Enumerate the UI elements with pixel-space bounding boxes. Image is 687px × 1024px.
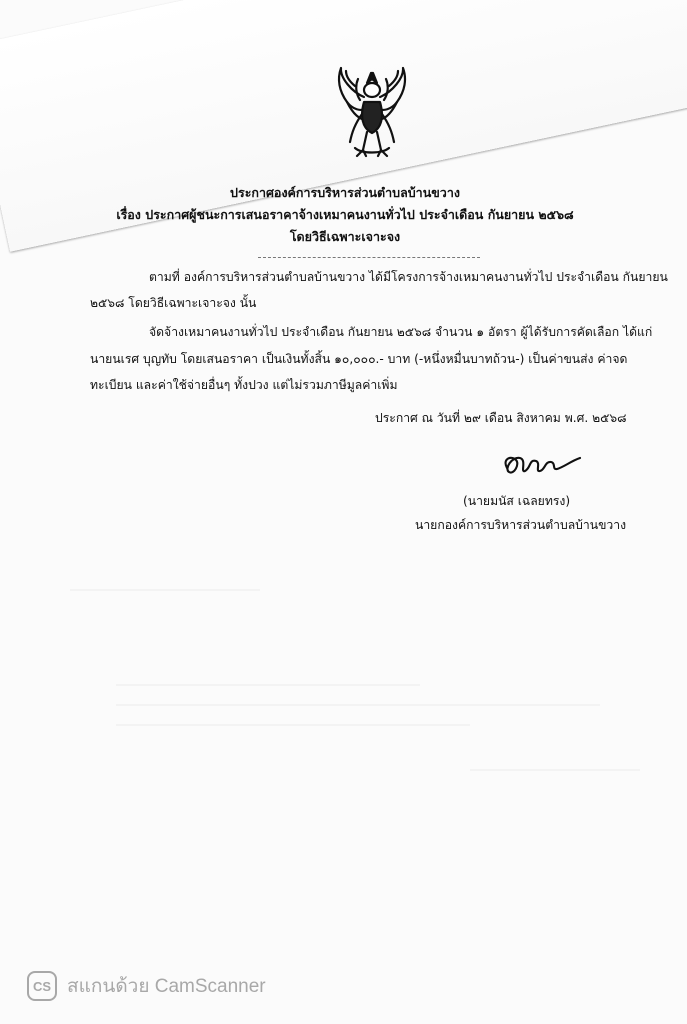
handwritten-signature-icon [500,447,582,481]
announcement-date: ประกาศ ณ วันที่ ๒๙ เดือน สิงหาคม พ.ศ. ๒๕๖๘ [375,411,627,425]
paragraph-1-line-2: ๒๕๖๘ โดยวิธีเฉพาะเจาะจง นั้น [90,296,257,310]
paragraph-2-line-2: นายนเรศ บุญทับ โดยเสนอราคา เป็นเงินทั้งสิ้น ๑๐,๐๐๐.- บาท (-หนึ่งหมื่นบาทถ้วน-) เป็นค่าขนส่ง ค่าจด [90,352,628,366]
document-subject: เรื่อง ประกาศผู้ชนะการเสนอราคาจ้างเหมาคนงานทั่วไป ประจำเดือน กันยายน ๒๕๖๘ [116,207,574,222]
signer-position: นายกองค์การบริหารส่วนตำบลบ้านขวาง [415,518,627,532]
camscanner-watermark [27,971,266,1001]
selection-method: โดยวิธีเฉพาะเจาะจง [289,229,401,244]
document-title: ประกาศองค์การบริหารส่วนตำบลบ้านขวาง [230,185,460,200]
paragraph-2-line-1: จัดจ้างเหมาคนงานทั่วไป ประจำเดือน กันยายน ๒๕๖๘ จำนวน ๑ อัตรา ผู้ได้รับการคัดเลือก ได้แก่ [149,325,653,339]
watermark-text: สแกนด้วย CamScanner [67,976,266,997]
signer-name: (นายมนัส เฉลยทรง) [463,494,571,508]
garuda-emblem-icon [332,66,412,158]
dashed-divider [258,257,480,258]
camscanner-logo-icon: CS [27,971,57,1001]
announcement-header [110,182,580,248]
paragraph-1-line-1: ตามที่ องค์การบริหารส่วนตำบลบ้านขวาง ได้มีโครงการจ้างเหมาคนงานทั่วไป ประจำเดือน กันยายน [149,270,668,284]
paragraph-2-line-3: ทะเบียน และค่าใช้จ่ายอื่นๆ ทั้งปวง แต่ไม่รวมภาษีมูลค่าเพิ่ม [90,378,398,392]
